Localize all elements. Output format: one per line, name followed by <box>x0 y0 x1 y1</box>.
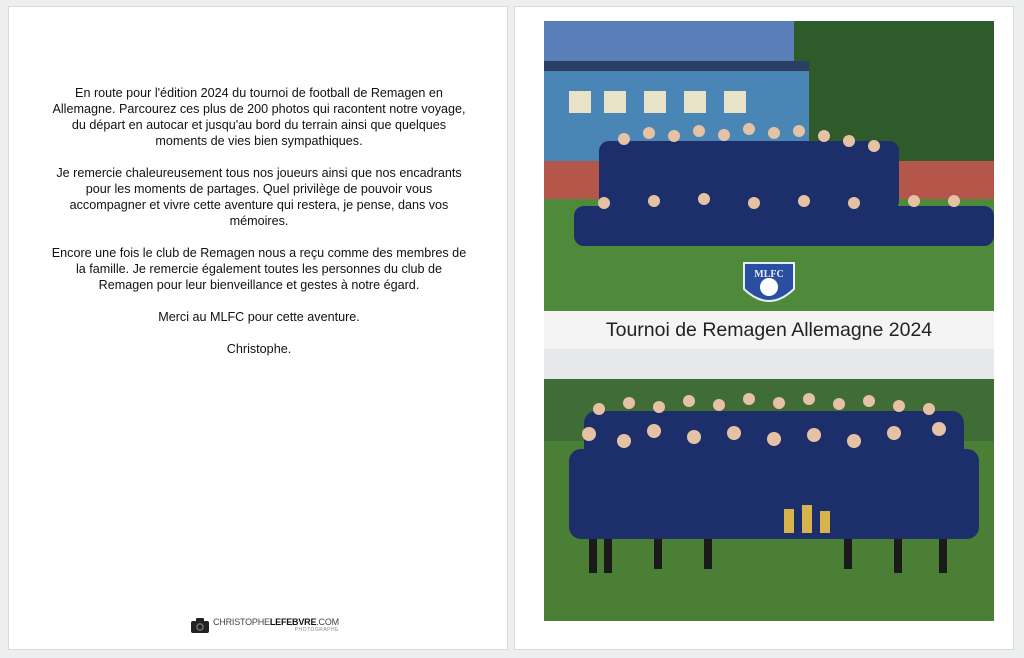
left-page <box>8 6 508 650</box>
crest-label: MLFC <box>754 269 784 280</box>
logo-tagline: PHOTOGRAPHE <box>294 626 339 633</box>
team-photo-top <box>544 21 994 311</box>
paragraph-3: Encore une fois le club de Remagen nous a reçu comme des membres de la famille. Je remercie également toutes les personnes du club de Remagen pour leur bienveillance et gestes à notre égard. <box>51 246 467 292</box>
paragraph-4: Merci au MLFC pour cette aventure. <box>158 310 360 324</box>
signature: Christophe. <box>226 342 292 356</box>
right-page <box>514 6 1014 650</box>
logo-wordmark: CHRISTOPHELEFEBVRE.COM <box>213 616 339 627</box>
club-crest <box>744 263 794 301</box>
paragraph-2: Je remercie chaleureusement tous nos joueurs ainsi que nos encadrants pour les moments de partages. Quel privilège de pouvoir vous accompagner et vivre cette aventure qui restera, je pense, dans vos mémoires. <box>56 166 462 228</box>
paragraph-1: En route pour l'édition 2024 du tournoi de football de Remagen en Allemagne. Parcourez ces plus de 200 photos qui racontent notre voyage, du départ en autocar et jusqu'au bord du terrain ainsi que quelques moments de vies bien sympathiques. <box>52 86 466 148</box>
album-title: Tournoi de Remagen Allemagne 2024 <box>544 311 994 349</box>
intro-text <box>49 85 469 373</box>
photographer-logo <box>191 613 339 637</box>
team-photo-bottom <box>544 349 994 621</box>
camera-icon <box>191 618 209 633</box>
